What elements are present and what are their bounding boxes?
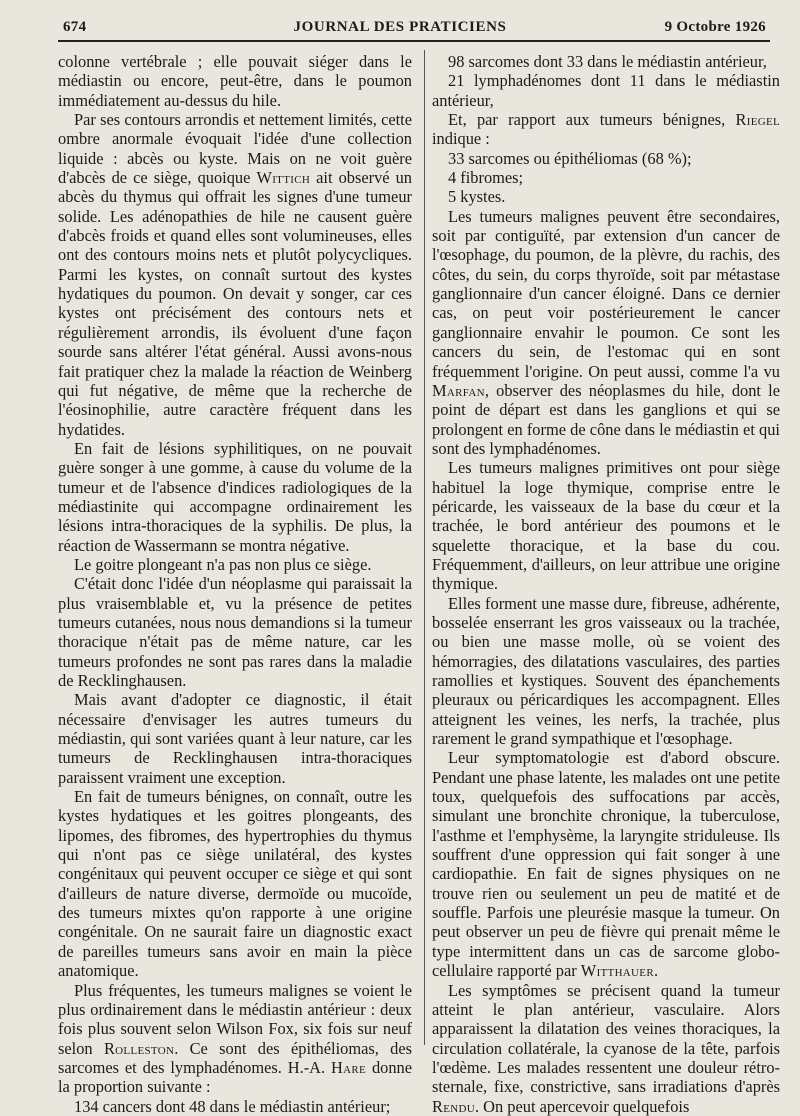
author-name: Riegel	[735, 110, 780, 130]
left-column	[58, 52, 412, 1116]
journal-title: JOURNAL DES PRATICIENS	[293, 19, 507, 35]
header-rule	[58, 40, 770, 42]
paragraph: Elles forment une masse dure, fibreuse, adhérente, bosselée enserrant les gros vaisseaux ou la trachée, ou bien une masse molle, où se voient des hémorragies, des dilatations vasculaires, des parties ramollies et kystiques. Souvent des épanchements pleuraux ou péricardiques les accompagnent. Elles atteignent les veines, les nerfs, la trachée, plus rarement le grand sympathique et l'œsophage.	[432, 593, 780, 749]
author-name: Marfan	[432, 380, 485, 400]
statistic-line: 5 kystes.	[448, 187, 506, 207]
paragraph: En fait de lésions syphilitiques, on ne pouvait guère songer à une gomme, à cause du volume de la tumeur et de l'absence d'indices radiologiques de la médiastinite qui accompagne ordinairement les lésions intra-thoraciques de la syphilis. De plus, la réaction de Wassermann se montra négative.	[58, 438, 412, 555]
author-name: Hare	[331, 1057, 367, 1077]
issue-date: 9 Octobre 1926	[664, 19, 766, 35]
paragraph: C'était donc l'idée d'un néoplasme qui paraissait la plus vraisemblable et, vu la présence de petites tumeurs cutanées, nous nous demandions si la tumeur thoracique n'était pas de même nature, car les tumeurs profondes ne sont pas rares dans la maladie de Recklinghausen.	[58, 574, 412, 690]
paragraph: Et, par rapport aux tumeurs bénignes, Riegel indique :	[432, 110, 780, 149]
statistic-line: 4 fibromes;	[448, 168, 524, 188]
author-name: Rendu	[432, 1096, 475, 1116]
column-divider	[424, 50, 425, 1045]
paragraph: Par ses contours arrondis et nettement limités, cette ombre anormale évoquait l'idée d'une collection liquide : abcès ou kyste. Mais on ne voit guère d'abcès de ce siège, quoique Wittich ait observé un abcès du thymus qui offrait les signes d'une tumeur solide. Les adénopathies de hile ne causent guère d'abcès froids et quand elles sont volumineuses, elles ont des contours moins nets et plutôt polycycliques. Parmi les kystes, on connaît surtout des kystes hydatiques du poumon. On devait y songer, car ces kystes ont précisément des contours nets et régulièrement arrondis, ils évoluent d'une façon sourde sans altérer l'état général. Aussi avons-nous fait pratiquer chez la malade la réaction de Weinberg qui fut négative, de même que la recherche de l'éosinophilie, autre caractère fréquent dans les hydatides.	[58, 110, 412, 439]
running-header	[0, 0, 800, 40]
right-column	[432, 52, 780, 1116]
paragraph: colonne vertébrale ; elle pouvait siéger dans le médiastin ou encore, peut-être, dans le poumon immédiatement au-dessus du hile.	[58, 52, 412, 110]
page-number: 674	[63, 19, 87, 35]
paragraph: Plus fréquentes, les tumeurs malignes se voient le plus ordinairement dans le médiastin antérieur : deux fois plus souvent selon Wilson Fox, six fois sur neuf selon Rolleston. Ce sont des épithéliomas, des sarcomes et des lymphadénomes. H.-A. Hare donne la proportion suivante :	[58, 980, 413, 1097]
paragraph: Mais avant d'adopter ce diagnostic, il était nécessaire d'envisager les autres tumeurs du médiastin, qui sont variées quant à leur nature, car les tumeurs de Recklinghausen intra-thoraciques paraissent vraiment une exception.	[58, 690, 412, 787]
statistic-line: 21 lymphadénomes dont 11 dans le médiastin antérieur,	[432, 71, 780, 110]
paragraph: Le goitre plongeant n'a pas non plus ce siège.	[74, 554, 372, 574]
paragraph: Les tumeurs malignes primitives ont pour siège habituel la loge thymique, comprise entre le péricarde, les vaisseaux de la base du cœur et la trachée, le bord antérieur des poumons et le squelette thoracique, et la base du cou. Fréquemment, d'ailleurs, on leur attribue une origine thymique.	[432, 458, 780, 594]
author-name: Witthauer	[580, 961, 654, 981]
author-name: Rolleston	[103, 1038, 175, 1058]
paragraph: Leur symptomatologie est d'abord obscure. Pendant une phase latente, les malades ont une petite toux, quelquefois des suffocations par accès, simulant une bronchite chronique, la tuberculose, l'asthme et l'emphysème, la laryngite striduleuse. Ils souffrent d'une oppression qui fait songer à une cardiopathie. En fait de signes physiques on ne trouve rien ou seulement un peu de matité et de souffle. Parfois une pleurésie masque la tumeur. On peut observer un peu de fièvre qui prenait même le type intermittent dans un cas de sarcome globo-cellulaire rapporté par Witthauer.	[432, 748, 780, 981]
paragraph: En fait de tumeurs bénignes, on connaît, outre les kystes hydatiques et les goitres plongeants, des lipomes, des fibromes, des hypertrophies du thymus qui n'ont pas ce siège unilatéral, des kystes congénitaux qui peuvent occuper ce siège et qui sont d'ailleurs de nature diverse, dermoïde ou mucoïde, des tumeurs mixtes qu'on rapporte à une origine congénitale. On ne saurait faire un diagnostic exact de pareilles tumeurs sans avoir en main la pièce anatomique.	[58, 787, 412, 981]
paragraph: Les tumeurs malignes peuvent être secondaires, soit par contiguïté, par extension d'un cancer de l'œsophage, du poumon, de la plèvre, du rachis, des côtes, du sein, du corps thyroïde, soit par métastase ganglionnaire d'un cancer éloigné. Dans ce dernier cas, on peut voir postérieurement le cancer ganglionnaire envahir le poumon. Ce sont les cancers du sein, de l'estomac qui en sont fréquemment l'origine. On peut aussi, comme l'a vu Marfan, observer des néoplasmes du hile, dont le point de départ est dans les ganglions et qui se prolongent en forme de cône dans le médiastin et qui sont des lymphadénomes.	[432, 206, 780, 458]
statistic-line: 134 cancers dont 48 dans le médiastin antérieur;	[74, 1096, 391, 1116]
paragraph: Les symptômes se précisent quand la tumeur atteint le plan antérieur, vasculaire. Alors apparaissent la dilatation des veines thoraciques, la circulation collatérale, la cyanose de la tête, parfois l'œdème. Les malades ressentent une douleur rétro-sternale, fixe, constrictive, sans irradiations d'après Rendu. On peut apercevoir quelquefois	[432, 980, 780, 1116]
statistic-line: 33 sarcomes ou épithéliomas (68 %);	[448, 148, 692, 168]
statistic-line: 98 sarcomes dont 33 dans le médiastin antérieur,	[448, 52, 767, 71]
author-name: Wittich	[256, 168, 311, 188]
